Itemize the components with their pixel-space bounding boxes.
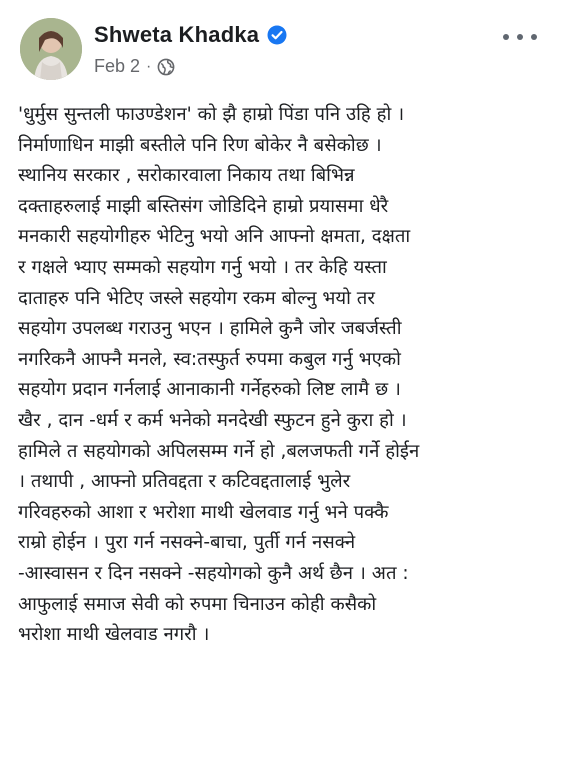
post-text-line: -आस्वासन र दिन नसक्ने -सहयोगको कुनै अर्थ छैन । अत : (18, 562, 409, 584)
post-text-line: सहयोग उपलब्ध गराउनु भएन । हामिले कुनै जोर जबर्जस्ती (18, 318, 402, 340)
post-text-line: राम्रो होईन । पुरा गर्न नसक्ने-बाचा, पुर्ती गर्न नसक्ने (18, 532, 356, 554)
post-text-line: आफुलाई समाज सेवी को रुपमा चिनाउन कोही कसैको (18, 593, 377, 615)
post-text-line: सहयोग प्रदान गर्नलाई आनाकानी गर्नेहरुको लिष्ट लामै छ । (18, 379, 401, 401)
post-text-line: मनकारी सहयोगीहरु भेटिनु भयो अनि आफ्नो क्षमता, दक्षता (18, 226, 411, 248)
post-date[interactable]: Feb 2 (94, 56, 141, 76)
post-meta (94, 56, 175, 77)
post-text-line: भरोशा माथी खेलवाड नगरौ । (18, 624, 210, 646)
post-text-line: खैर , दान -धर्म र कर्म भनेको मनदेखी स्फुटन हुने कुरा हो । (18, 409, 407, 431)
post-header (18, 16, 545, 86)
post-text-line: नगरिकनै आफ्नै मनले, स्व:तस्फुर्त रुपमा कबुल गर्नु भएको (18, 348, 401, 370)
post-text-line: स्थानिय सरकार , सरोकारवाला निकाय तथा बिभिन्न (18, 165, 355, 187)
avatar[interactable] (20, 18, 82, 80)
post-text-line: र गक्षले भ्याए सम्मको सहयोग गर्नु भयो । तर केहि यस्ता (18, 256, 387, 278)
post-text-line: 'धुर्मुस सुन्तली फाउण्डेशन' को झै हाम्रो पिंडा पनि उहि हो । (18, 104, 405, 125)
more-dot (517, 34, 523, 40)
post-text-line: दाताहरु पनि भेटिए जस्ले सहयोग रकम बोल्नु भयो तर (18, 287, 375, 309)
post-text-line: गरिवहरुको आशा र भरोशा माथी खेलवाड गर्नु भने पक्कै (18, 501, 389, 523)
post-text-line: । तथापी , आफ्नो प्रतिवद्दता र कटिवद्दतालाई भुलेर (18, 471, 351, 493)
post-text-line: दक्ताहरुलाई माझी बस्तिसंग जोडिदिने हाम्रो प्रयासमा धेरै (18, 195, 389, 217)
post-text-line: निर्माणाधिन माझी बस्तीले पनि रिण बोकेर नै बसेकोछ । (18, 134, 382, 156)
avatar-image (20, 18, 82, 80)
author-row (94, 22, 287, 48)
meta-separator: · (146, 57, 152, 75)
more-dot (531, 34, 537, 40)
post-text (18, 100, 548, 651)
globe-icon[interactable] (157, 58, 175, 76)
verified-badge-icon (267, 25, 287, 45)
more-options-icon[interactable] (503, 28, 537, 46)
author-name[interactable]: Shweta Khadka (94, 22, 260, 47)
post-text-line: हामिले त सहयोगको अपिलसम्म गर्ने हो ,बलजफती गर्ने होईन (18, 440, 420, 462)
more-dot (503, 34, 509, 40)
